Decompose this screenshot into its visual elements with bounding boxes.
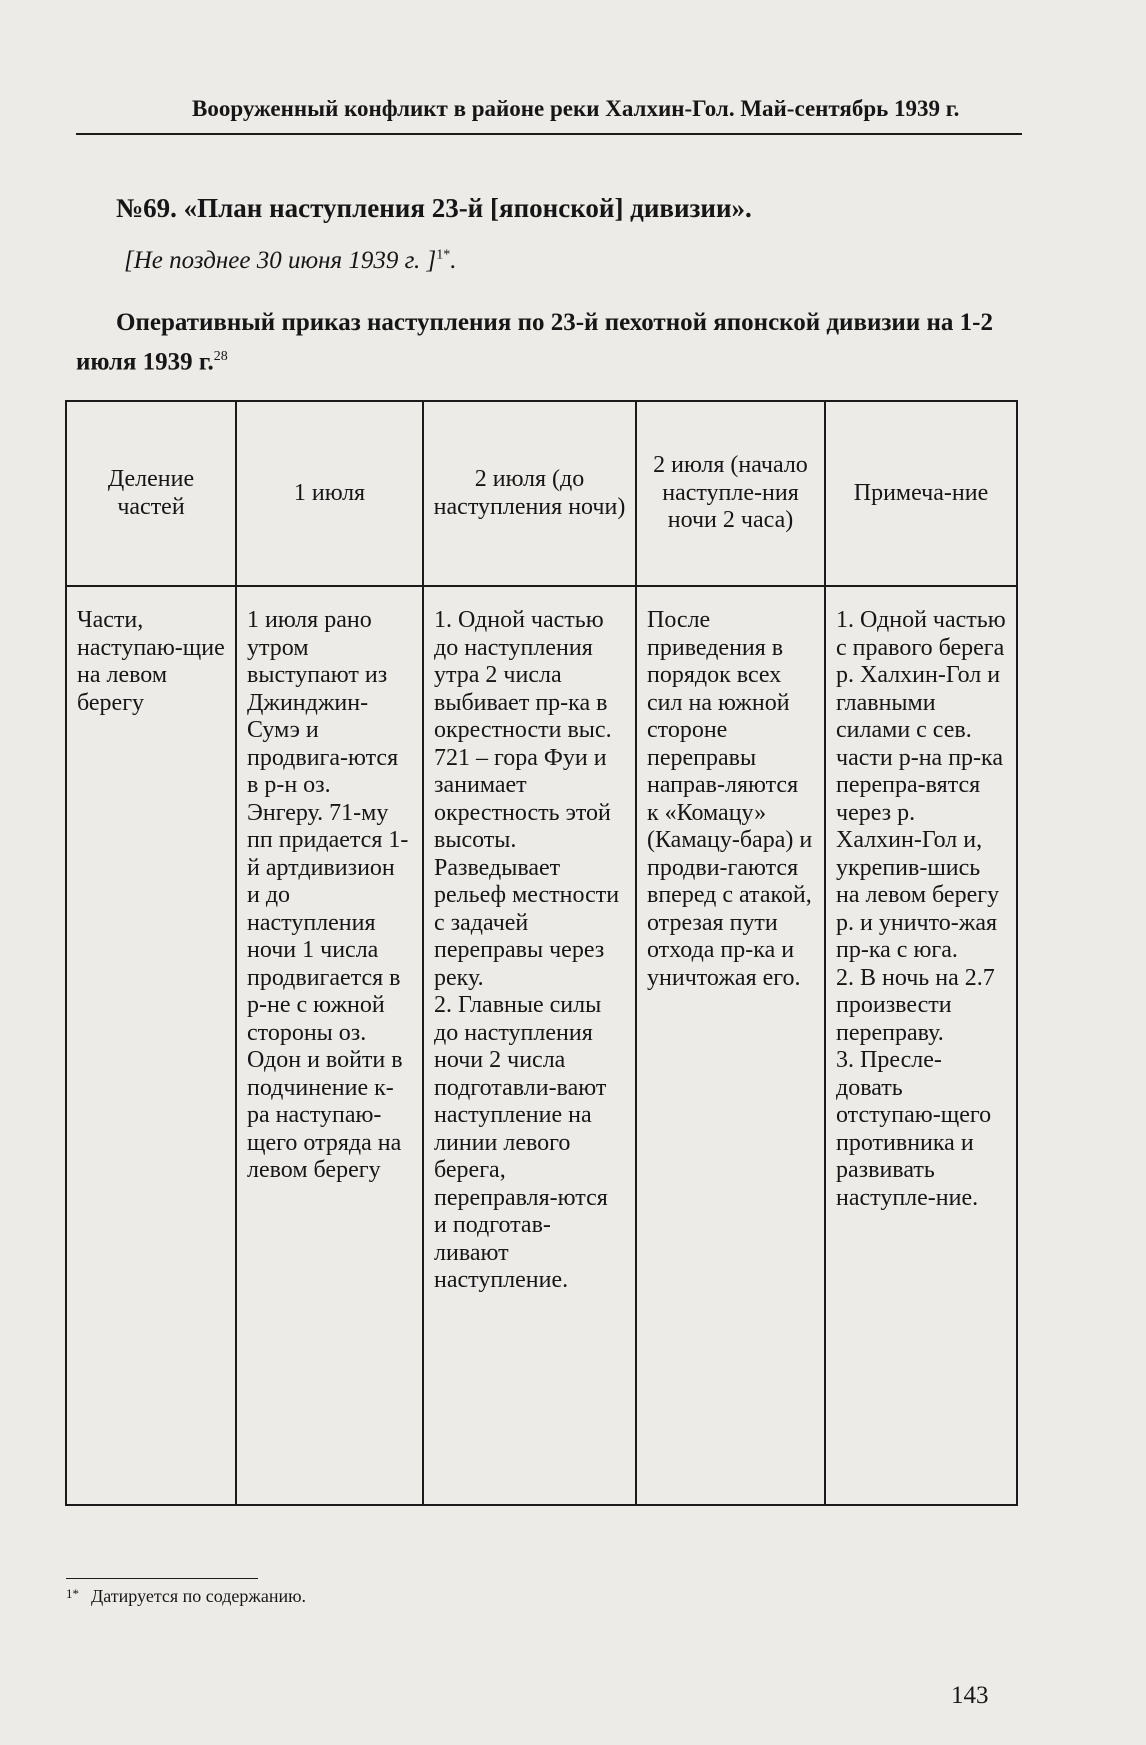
footnote [66,1586,306,1607]
column-header: 2 июля (начало наступле-ния ночи 2 часа) [636,401,825,586]
document-title: №69. «План наступления 23-й [японской] дивизии». [116,193,752,223]
date-footnote-mark: 1* [436,247,451,263]
footnote-text: Датируется по содержанию. [91,1586,307,1606]
table-row [66,586,1017,1505]
column-header: Деление частей [66,401,236,586]
document-date-text: [Не позднее 30 июня 1939 г. ] [124,247,437,274]
footnote-mark: 1* [66,1586,79,1601]
order-title [76,306,1026,379]
table-cell: 1. Одной частью с правого берега р. Халхин-Гол и главными силами с сев. части р-на пр-ка перепра-вятся через р. Халхин-Гол и, укрепив-шись на левом берегу р. и уничто-жая пр-ка с юга. 2. В ночь на 2.7 произвести переправу. 3. Пресле-довать отступаю-щего противника и развивать наступле-ние. [825,586,1017,1505]
table-cell: После приведения в порядок всех сил на южной стороне переправы направ-ляются к «Комацу» (Камацу-бара) и продви-гаются вперед с атакой, отрезая пути отхода пр-ка и уничтожая его. [636,586,825,1505]
footnote-divider [66,1578,258,1579]
order-footnote-mark: 28 [213,349,228,364]
header-divider [76,133,1022,135]
table-cell: 1. Одной частью до наступления утра 2 числа выбивает пр-ка в окрестности выс. 721 – гора Фуи и занимает окрестность этой высоты. Разведывает рельеф местности с задачей переправы через реку. 2. Главные силы до наступления ночи 2 числа подготавли-вают наступление на линии левого берега, переправля-ются и подготав-ливают наступление. [423,586,636,1505]
table-cell: 1 июля рано утром выступают из Джинджин-Сумэ и продвига-ются в р-н оз. Энгеру. 71-му пп придается 1-й артдивизион и до наступления ночи 1 числа продвигается в р-не с южной стороны оз. Одон и войти в подчинение к-ра наступаю-щего отряда на левом берегу [236,586,423,1505]
column-header: 1 июля [236,401,423,586]
column-header: Примеча-ние [825,401,1017,586]
order-title-text: Оперативный приказ наступления по 23-й пехотной японской дивизии на 1-2 июля 1939 г. [76,309,993,376]
page-number: 143 [951,1682,989,1709]
document-date: [Не позднее 30 июня 1939 г. ]$^{1*}$. [124,247,457,274]
table-header-row [66,401,1017,586]
order-table [65,400,1018,1506]
running-header: Вооруженный конфликт в районе реки Халхин-Гол. Май-сентябрь 1939 г. [192,96,960,121]
table-cell: Части, наступаю-щие на левом берегу [66,586,236,1505]
column-header: 2 июля (до наступления ночи) [423,401,636,586]
